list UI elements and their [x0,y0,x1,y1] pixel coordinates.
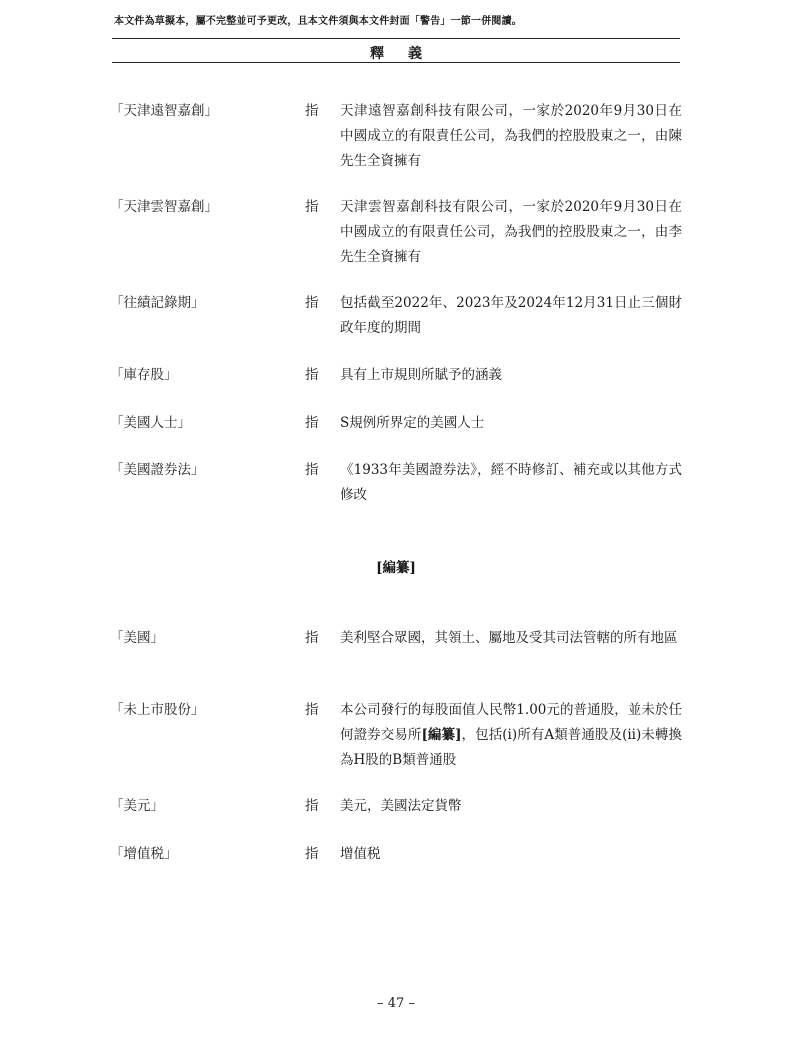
defined-term: 「增值税」 [110,846,178,862]
means-label: 指 [305,798,319,814]
section-title: 釋義 [370,46,446,62]
definition-text: 包括截至2022年、2023年及2024年12月31日止三個財政年度的期間 [340,295,682,336]
definition-text: 美利堅合眾國，其領土、屬地及受其司法管轄的所有地區 [340,630,678,646]
redacted-placeholder: [編纂] [376,560,416,576]
page-number: – 47 – [377,996,415,1011]
defined-term: 「美國人士」 [110,415,191,431]
defined-term: 「天津雲智嘉創」 [110,199,218,215]
definition-text: 增值税 [340,846,381,862]
defined-term: 「美國證券法」 [110,462,205,478]
definition-text [340,698,682,773]
definition-text: 天津遠智嘉創科技有限公司，一家於2020年9月30日在中國成立的有限責任公司，為我們的控股股東之一，由陳先生全資擁有 [340,103,682,169]
definition-text: 具有上市規則所賦予的涵義 [340,367,502,383]
defined-term: 「天津遠智嘉創」 [110,103,218,119]
means-label: 指 [305,295,319,311]
means-label: 指 [305,103,319,119]
defined-term: 「往績記錄期」 [110,295,205,311]
means-label: 指 [305,199,319,215]
definition-text-part: 本公司發行的每股面值人民幣1.00元的普通股，並未於任何證券交易所 [340,702,682,743]
definition-text: 天津雲智嘉創科技有限公司，一家於2020年9月30日在中國成立的有限責任公司，為我們的控股股東之一，由李先生全資擁有 [340,199,682,265]
definition-text: 美元，美國法定貨幣 [340,798,462,814]
draft-notice: 本文件為草擬本，屬不完整並可予更改，且本文件須與本文件封面「警告」一節一併閱讀。 [114,16,522,27]
means-label: 指 [305,846,319,862]
defined-term: 「庫存股」 [110,367,178,383]
header-rule-top [112,38,680,39]
defined-term: 「美國」 [110,630,164,646]
defined-term: 「美元」 [110,798,164,814]
means-label: 指 [305,367,319,383]
definition-text: 《1933年美國證券法》，經不時修訂、補充或以其他方式修改 [340,462,682,503]
header-rule-bottom [112,62,680,63]
means-label: 指 [305,415,319,431]
means-label: 指 [305,630,319,646]
means-label: 指 [305,702,319,718]
definition-text-part: ，包括(i)所有A類普通股及(ii)未轉換為H股的B類普通股 [340,727,682,768]
means-label: 指 [305,462,319,478]
definition-text: S規例所界定的美國人士 [340,415,485,431]
defined-term: 「未上市股份」 [110,702,205,718]
redacted-inline: [編纂] [421,727,462,743]
